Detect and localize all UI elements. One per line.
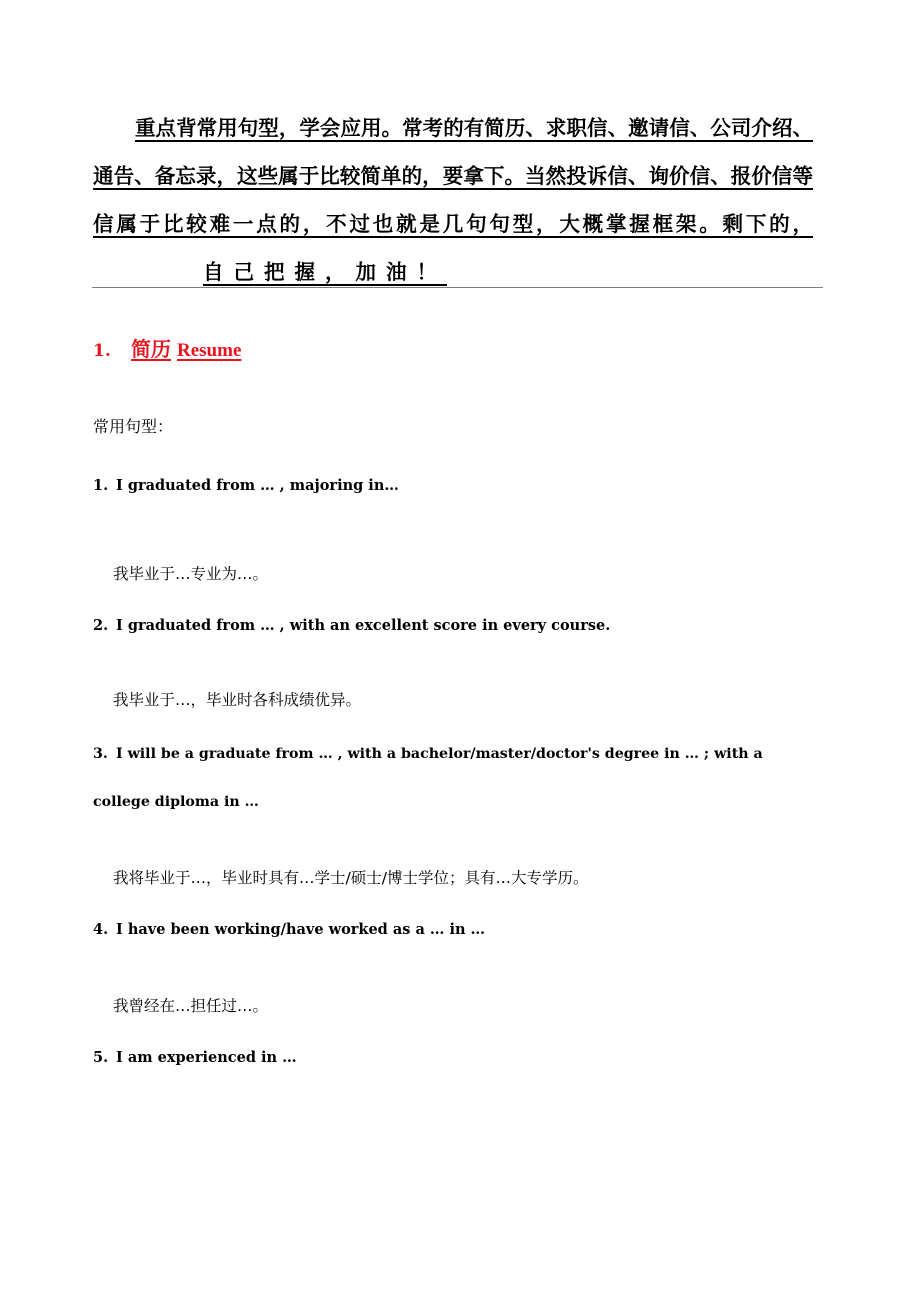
sentence-translation: 我毕业于…，毕业时各科成绩优异。 — [113, 691, 362, 709]
sentence-item — [93, 1049, 297, 1066]
sentence-number: 5. — [93, 1049, 109, 1066]
intro-paragraph — [93, 104, 813, 296]
intro-ending-text: 自己把握，加油！ — [203, 260, 447, 284]
section-number: 1. — [93, 341, 111, 361]
sentence-english: I graduated from … , with an excellent score in every course. — [116, 617, 611, 634]
sentence-number: 3. — [93, 746, 108, 762]
intro-main-text: 重点背常用句型，学会应用。常考的有简历、求职信、邀请信、公司介绍、通告、备忘录，这些属于比较简单的，要拿下。当然投诉信、询价信、报价信等信属于比较难一点的，不过也就是几句句型，大概掌握框架。剩下的， — [93, 116, 813, 236]
sentence-translation: 我曾经在…担任过…。 — [113, 997, 269, 1015]
sentence-number: 1. — [93, 477, 109, 494]
sentence-number: 4. — [93, 921, 109, 938]
horizontal-rule — [92, 287, 823, 288]
sentence-item — [93, 730, 813, 826]
sentence-english: I am experienced in … — [116, 1049, 297, 1066]
section-title-cn: 简历 — [131, 337, 171, 361]
section-title-en: Resume — [177, 340, 242, 361]
sentence-item — [93, 921, 485, 938]
sentence-translation: 我将毕业于…，毕业时具有…学士/硕士/博士学位；具有…大专学历。 — [113, 869, 589, 887]
sentence-english: I have been working/have worked as a … in … — [116, 921, 486, 938]
sentence-english: I graduated from … , majoring in… — [116, 477, 399, 494]
sentence-translation: 我毕业于…专业为…。 — [113, 565, 269, 583]
sentence-english: I will be a graduate from … , with a bachelor/master/doctor's degree in … ; with a college diploma in … — [93, 746, 763, 810]
common-sentences-heading: 常用句型： — [93, 417, 174, 436]
sentence-item — [93, 477, 399, 494]
sentence-item — [93, 617, 610, 634]
section-heading-resume — [93, 333, 241, 362]
sentence-number: 2. — [93, 617, 109, 634]
